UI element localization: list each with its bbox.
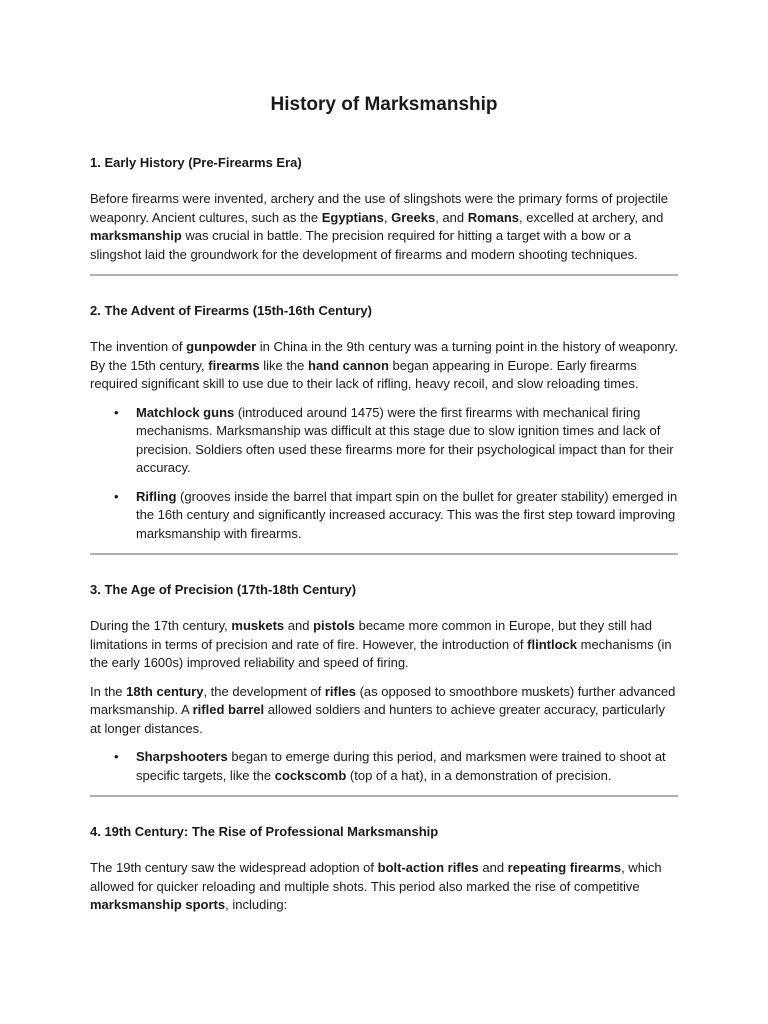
paragraph: During the 17th century, muskets and pistols became more common in Europe, but they still had limitations in terms of precision and rate of fire. However, the introduction of flintlock mechanisms (in the early 1600s) improved reliability and speed of firing. [90,618,672,670]
section-divider [90,553,678,555]
paragraph: Before firearms were invented, archery and the use of slingshots were the primary forms of projectile weaponry. Ancient cultures, such as the Egyptians, Greeks, and Romans, excelled at archery, and marksmanship was crucial in battle. The precision required for hitting a target with a bow or a slingshot laid the groundwork for the development of firearms and modern shooting techniques. [90,191,669,262]
paragraph: The 19th century saw the widespread adoption of bolt-action rifles and repeating firearms, which allowed for quicker reloading and multiple shots. This period also marked the rise of competitive marksmanship sports, including: [90,860,662,912]
bullet-icon: • [114,488,119,504]
paragraph: In the 18th century, the development of rifles (as opposed to smoothbore muskets) further advanced marksmanship. A rifled barrel allowed soldiers and hunters to achieve greater accuracy, particularly at longer distances. [90,683,676,736]
document-title: History of Marksmanship [270,94,498,115]
bullet-list [90,404,678,544]
section-heading: 3. The Age of Precision (17th-18th Century) [90,582,357,597]
section-heading: 2. The Advent of Firearms (15th-16th Century) [90,303,372,318]
list-item: • Matchlock guns (introduced around 1475) were the first firearms with mechanical firing mechanisms. Marksmanship was difficult at this stage due to slow ignition times and lack of precision. Soldiers often used these firearms more for their psychological impact than for their accuracy. [114,404,674,475]
bullet-list [90,748,678,785]
section-age-of-precision [90,581,678,785]
section-divider [90,274,678,276]
list-item: • Sharpshooters began to emerge during this period, and marksmen were trained to shoot at specific targets, like the cockscomb (top of a hat), in a demonstration of precision. [114,749,666,783]
bullet-icon: • [114,404,119,420]
section-19th-century [90,823,678,915]
paragraph: The invention of gunpowder in China in the 9th century was a turning point in the history of weaponry. By the 15th century, firearms like the hand cannon began appearing in Europe. Early firearms required significant skill to use due to their lack of rifling, heavy recoil, and slow reloading times. [90,339,678,391]
section-divider [90,795,678,797]
section-early-history [90,154,678,264]
bullet-icon: • [114,749,119,764]
section-heading: 1. Early History (Pre-Firearms Era) [90,155,302,170]
section-advent-of-firearms [90,302,678,543]
section-heading: 4. 19th Century: The Rise of Professional Marksmanship [90,824,439,839]
document-page [90,92,678,925]
list-item: • Rifling (grooves inside the barrel that impart spin on the bullet for greater stability) emerged in the 16th century and significantly increased accuracy. This was the first step toward improving marksmanship with firearms. [114,488,678,541]
